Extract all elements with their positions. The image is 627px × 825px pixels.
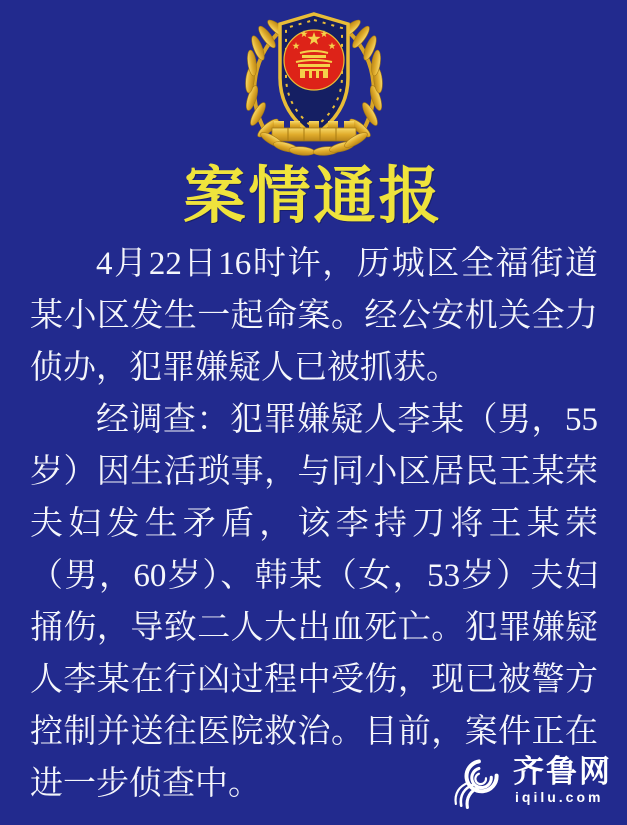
announcement-body <box>30 238 598 810</box>
qilu-swirl-icon <box>447 749 509 811</box>
page-title: 案情通报 <box>183 163 444 231</box>
watermark-logo <box>447 749 612 811</box>
paragraph-1: 4月22日16时许，历城区全福街道某小区发生一起命案。经公安机关全力侦办，犯罪嫌疑人已被抓获。 <box>30 246 598 386</box>
paragraph-2: 经调查：犯罪嫌疑人李某（男，55岁）因生活琐事，与同小区居民王某荣夫妇发生矛盾，该李持刀将王某荣（男，60岁）、韩某（女，53岁）夫妇捅伤，导致二人大出血死亡。犯罪嫌疑人李某在行凶过程中受伤，现已被警方控制并送往医院救治。目前，案件正在进一步侦查中。 <box>30 402 598 802</box>
police-badge <box>234 8 394 158</box>
china-police-badge-icon <box>234 8 394 158</box>
watermark-site-url: iqilu.com <box>515 789 604 805</box>
watermark-text <box>513 756 612 804</box>
watermark-site-name: 齐鲁网 <box>513 754 612 789</box>
